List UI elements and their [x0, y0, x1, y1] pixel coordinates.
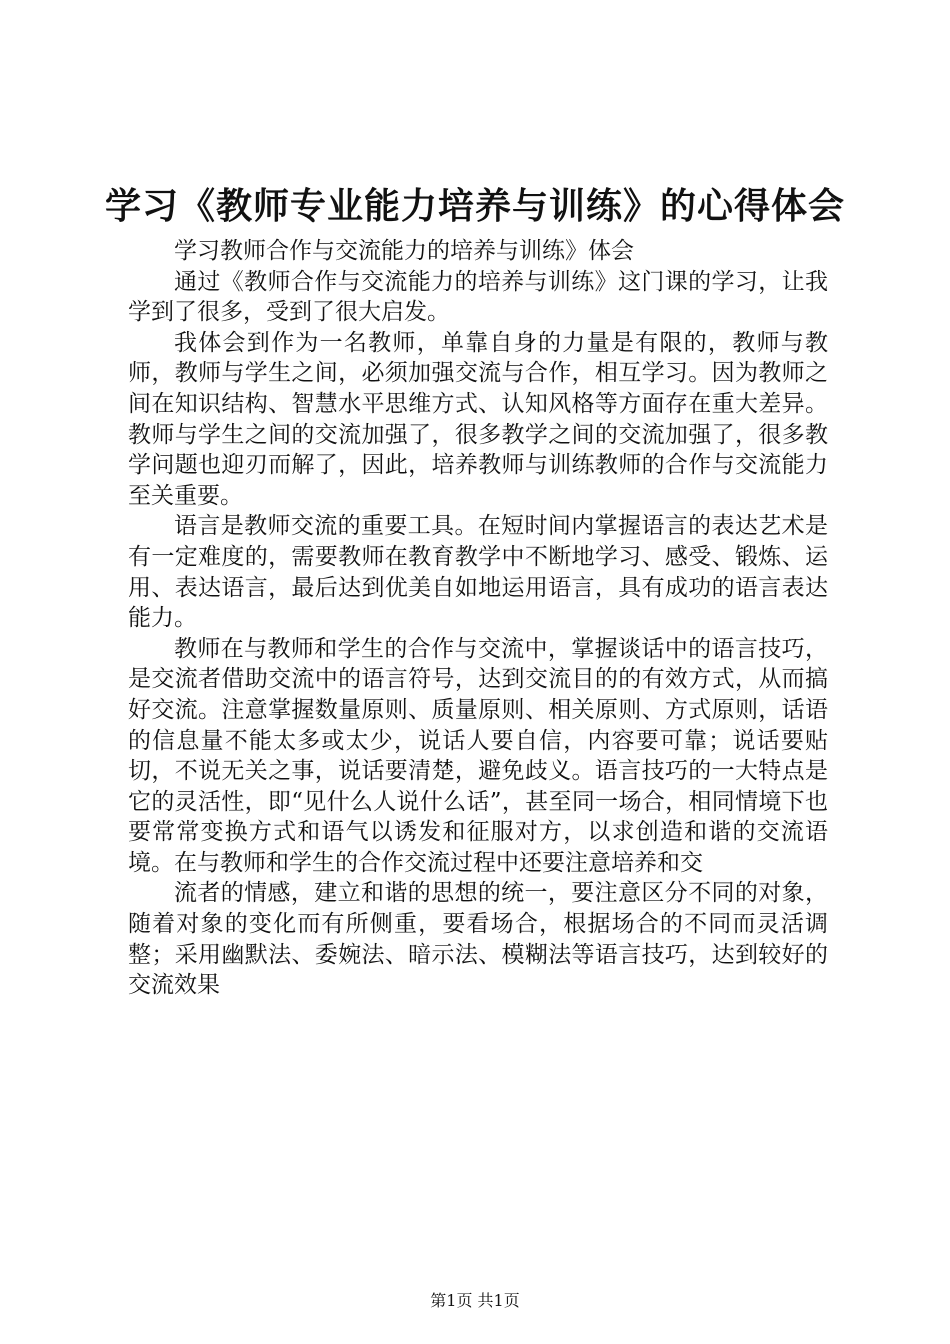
paragraph-subtitle: 学习教师合作与交流能力的培养与训练》体会: [174, 238, 634, 264]
paragraph-language: 语言是教师交流的重要工具。在短时间内掌握语言的表达艺术是有一定难度的，需要教师在教育教学中不断地学习、感受、锻炼、运用、表达语言，最后达到优美自如地运用语言，具有成功的语言表达能力。: [128, 513, 828, 632]
page-title: 学习《教师专业能力培养与训练》的心得体会: [104, 186, 845, 227]
document-body: [128, 236, 828, 1001]
paragraph-cooperation: 我体会到作为一名教师，单靠自身的力量是有限的，教师与教师，教师与学生之间，必须加强交流与合作，相互学习。因为教师之间在知识结构、智慧水平思维方式、认知风格等方面存在重大差异。教师与学生之间的交流加强了，很多教学之间的交流加强了，很多教学问题也迎刃而解了，因此，培养教师与训练教师的合作与交流能力至关重要。: [128, 329, 828, 509]
paragraph-techniques: 教师在与教师和学生的合作与交流中，掌握谈话中的语言技巧，是交流者借助交流中的语言符号，达到交流目的的有效方式，从而搞好交流。注意掌握数量原则、质量原则、相关原则、方式原则，话语的信息量不能太多或太少，说话人要自信，内容要可靠；说话要贴切，不说无关之事，说话要清楚，避免歧义。语言技巧的一大特点是它的灵活性，即“见什么人说什么话”，甚至同一场合，相同情境下也要常常变换方式和语气以诱发和征服对方，以求创造和谐的交流语境。在与教师和学生的合作交流过程中还要注意培养和交: [128, 635, 828, 876]
page-footer: 第1页 共1页: [430, 1291, 520, 1310]
paragraph-intro: 通过《教师合作与交流能力的培养与训练》这门课的学习，让我学到了很多，受到了很大启发。: [128, 268, 828, 326]
paragraph-conclusion: 流者的情感，建立和谐的思想的统一，要注意区分不同的对象，随着对象的变化而有所侧重，要看场合，根据场合的不同而灵活调整；采用幽默法、委婉法、暗示法、模糊法等语言技巧，达到较好的交流效果: [128, 880, 828, 999]
